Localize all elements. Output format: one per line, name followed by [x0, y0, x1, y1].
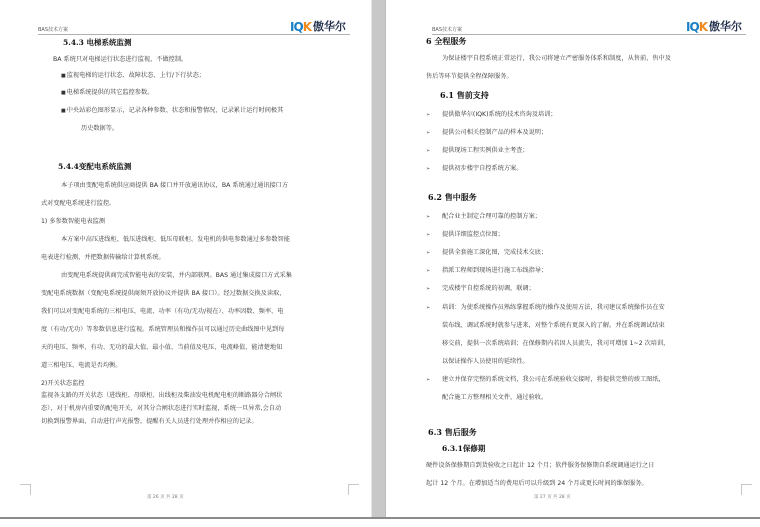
arrow-bullet-icon: ➢ [426, 214, 431, 220]
iqk-logo-icon: IQK [686, 20, 707, 34]
list-item: ■ 中央站彩色图形显示，记录各种参数、状态和报警情况，记录累计运行时间极其 [61, 106, 283, 116]
paragraph-line: 变配电系统数据（变配电系统提供商须开放协议并提供 BA 接口）。经过数据交换及读取， [41, 290, 286, 297]
page-header [38, 18, 350, 35]
heading-5-4-3: 5.4.3 电梯系统监测 [63, 38, 132, 47]
list-item-continuation: 以保证操作人员使用的延续性。 [442, 358, 529, 365]
paragraph-line: 本方案中高压进线柜、低压进线柜、低压母联柜、发电机的供电参数通过多参数智能 [61, 236, 290, 243]
list-item-continuation: 移交前，提供一次系统培训；在保修期内若因人员流失，我司可增加 1~2 次培训， [442, 340, 670, 347]
page-gap [0, 519, 760, 527]
heading-5-4-4: 5.4.4变配电系统监测 [58, 162, 132, 171]
logo-text: 傲华尔 [313, 20, 346, 33]
heading-6-3: 6.3 售后服务 [428, 427, 477, 437]
list-item: ➢ 提供公司相关控制产品的样本及说明； [426, 129, 548, 136]
arrow-bullet-icon: ➢ [426, 148, 431, 154]
paragraph-line: 为保证楼宇自控系统正常运行，我公司将建立严密服务体系和制度，从售前、售中及 [442, 55, 671, 62]
heading-6: 6 全程服务 [426, 36, 467, 46]
list-item: ■ 监视电梯的运行状态、故障状态、上行/下行状态； [61, 71, 205, 81]
paragraph-line: 天的电压、频率、有功、无功的最大值、最小值、当前值及电压、电流峰值，能清楚地知 [41, 344, 283, 351]
paragraph-line: 切换到报警界面，自动进行声光报警，提醒有关人员进行处理并作相应的记录。 [41, 418, 258, 425]
list-item-continuation: 配合施工方整理相关文件，通过验收。 [442, 394, 548, 401]
paragraph-line: 本子项由变配电系统供应商提供 BA 接口并开放通讯协议，BA 系统通过通讯接口方 [61, 182, 289, 189]
arrow-bullet-icon: ➢ [426, 166, 431, 172]
list-item: ➢ 配合业主制定合理可靠的控制方案； [426, 213, 541, 220]
margin-corner-mark [20, 484, 31, 495]
paragraph-line: 电表进行检测，并把数据传输给计算机系统。 [41, 254, 165, 261]
margin-corner-mark [348, 484, 359, 495]
paragraph-line: 硬件设备保修期自到货验收之日起计 12 个月；软件服务保修期自系统调通运行之日 [426, 462, 655, 469]
header-title: BAS技术方案 [432, 27, 463, 33]
page-number: 第 26 页 共 28 页 [147, 495, 184, 500]
header-title: BAS技术方案 [38, 27, 69, 33]
margin-corner-mark [741, 484, 752, 495]
document-page-26 [0, 0, 371, 512]
heading-6-3-1: 6.3.1保修期 [442, 444, 486, 453]
sub-heading: 2)开关状态监控 [41, 380, 85, 387]
paragraph: BA 系统只对电梯运行状态进行监视，不做控制。 [53, 56, 188, 63]
list-item: ➢ 提供详细监控点位图； [426, 231, 504, 238]
arrow-bullet-icon: ➢ [426, 377, 431, 383]
document-page-27 [386, 0, 760, 512]
arrow-bullet-icon: ➢ [426, 112, 431, 118]
list-item: ➢ 提供全套施工深化图，完成技术交底； [426, 249, 548, 256]
sub-heading: 1) 多参数智能电表监测 [41, 218, 106, 225]
arrow-bullet-icon: ➢ [426, 130, 431, 136]
page-number: 第 27 页 共 28 页 [534, 495, 571, 500]
page-header [432, 18, 746, 35]
list-item-continuation: 历史数据等。 [81, 125, 119, 132]
paragraph-line: 式对变配电系统进行监控。 [41, 200, 116, 207]
list-item: ➢ 建立并保存完整的系统文档，我公司在系统验收交接时，将提供完整的竣工图纸， [426, 376, 665, 383]
arrow-bullet-icon: ➢ [426, 232, 431, 238]
paragraph-line: 度（有功/无功）等参数信息进行监视。系统管理员和操作员可以通过历史曲线图中见到每 [41, 326, 285, 333]
arrow-bullet-icon: ➢ [426, 286, 431, 292]
heading-6-2: 6.2 售中服务 [428, 192, 477, 202]
company-logo [290, 21, 346, 33]
list-item: ■ 电梯系统提供的其它监控参数。 [61, 88, 153, 98]
arrow-bullet-icon: ➢ [426, 305, 431, 311]
arrow-bullet-icon: ➢ [426, 268, 431, 274]
arrow-bullet-icon: ➢ [426, 250, 431, 256]
page-separator [371, 0, 386, 527]
paragraph-line: 起计 12 个月。在增加适当的费用后可以升级到 24 个月或更长时间的维保服务。 [426, 480, 648, 487]
list-item: ➢ 提供初步楼宇自控系统方案。 [426, 165, 523, 172]
logo-text: 傲华尔 [709, 20, 742, 33]
heading-6-1: 6.1 售前支持 [440, 90, 489, 100]
paragraph-line: 我们可以对变配电系统的三相电压、电流、功率（有功/无功/视在）、功率因数、频率、电 [41, 308, 284, 315]
list-item-continuation: 装布线、调试系统时就参与进来，对整个系统有更深入的了解。并在系统调试结束 [442, 322, 665, 329]
list-item: ➢ 提供现场工程实例供业主考查； [426, 147, 529, 154]
paragraph-line: 售后等环节提供全程保障服务。 [426, 73, 513, 80]
list-item: ➢ 完成楼宇自控系统的初调，联调； [426, 285, 535, 292]
paragraph-line: 监视各支路的开关状态（进线柜、母联柜、出线柜及柴油发电机配电柜的断路器分合闸状 [41, 392, 283, 399]
company-logo [686, 21, 742, 33]
list-item: ➢ 指派工程师到现场进行施工布线指导； [426, 267, 548, 274]
list-item: ➢ 提供傲华尔(IQK)系统的技术咨询及培训； [426, 111, 557, 118]
iqk-logo-icon: IQK [290, 20, 311, 34]
paragraph-line: 道三相电压、电流是否均衡。 [41, 362, 122, 369]
paragraph-line: 由变配电系统提供商完成智能电表的安装，并内部联网。BAS 通过集成接口方式采集 [61, 272, 292, 279]
paragraph-line: 态），对于机房内重要的配电开关，对其分合闸状态进行实时监视，系统一旦异常,会自动 [41, 405, 282, 412]
list-item: ➢ 培训：为使系统操作员熟练掌握系统的操作及使用方法，我司建议系统操作员在安 [426, 304, 665, 311]
